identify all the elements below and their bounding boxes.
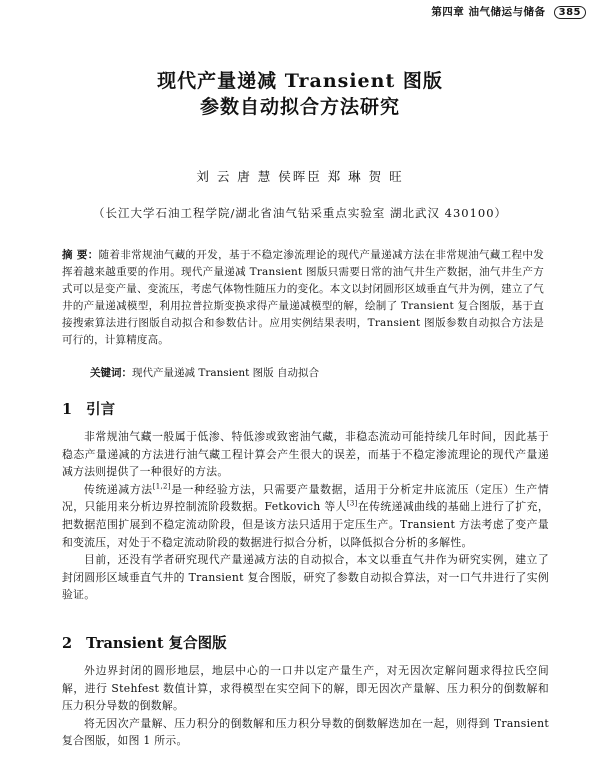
page-number: 385 bbox=[554, 6, 586, 19]
title-line-2: 参数自动拟合方法研究 bbox=[199, 96, 400, 118]
section-2-paragraph-2: 将无因次产量解、压力积分的倒数解和压力积分导数的倒数解迭加在一起，则得到 Transient 复合图版，如图 1 所示。 bbox=[62, 716, 549, 748]
running-header bbox=[431, 4, 586, 19]
section-2-title: Transient 复合图版 bbox=[86, 635, 227, 652]
abstract-label: 摘 要： bbox=[62, 249, 99, 261]
title-line-1: 现代产量递减 Transient 图版 bbox=[157, 70, 443, 92]
keywords-text: 现代产量递减 Transient 图版 自动拟合 bbox=[132, 367, 319, 379]
keywords-label: 关键词： bbox=[90, 367, 132, 379]
section-1-title: 引言 bbox=[86, 401, 116, 418]
keywords bbox=[90, 365, 544, 382]
affiliation: （长江大学石油工程学院/湖北省油气钻采重点实验室 湖北武汉 430100） bbox=[92, 206, 508, 220]
section-2-heading bbox=[62, 632, 227, 653]
section-1-body bbox=[62, 428, 549, 604]
section-2-body bbox=[62, 662, 549, 750]
abstract bbox=[62, 247, 544, 349]
section-1-paragraph-2: 传统递减方法[1,2]是一种经验方法，只需要产量数据，适用于分析定井底流压（定压）生产情况，只能用来分析边界控制流阶段数据。Fetkovich 等人[3]在传统递减曲线的基础上进行了扩充，把数据范围扩展到不稳定流动阶段，但是该方法只适用于定压生产。Transient 方法考虑了变产量和变流压，对处于不稳定流动阶段的数据进行拟合分析，以降低拟合分析的多解性。 bbox=[62, 482, 549, 549]
section-1-heading bbox=[62, 398, 115, 419]
section-1-paragraph-3: 目前，还没有学者研究现代产量递减方法的自动拟合，本文以垂直气井作为研究实例，建立了封闭圆形区域垂直气井的 Transient 复合图版，研究了参数自动拟合算法，对一口气井进行了实例验证。 bbox=[62, 553, 549, 602]
section-1-paragraph-1: 非常规油气藏一般属于低渗、特低渗或致密油气藏，非稳态流动可能持续几年时间，因此基于稳态产量递减的方法进行油气藏工程计算会产生很大的误差，而基于不稳定渗流理论的现代产量递减方法则提供了一种很好的方法。 bbox=[62, 430, 549, 479]
running-header-text: 第四章 油气储运与储备 bbox=[431, 6, 546, 18]
citation-ref: [1,2] bbox=[152, 482, 171, 491]
section-2-paragraph-1: 外边界封闭的圆形地层，地层中心的一口井以定产量生产，对无因次定解问题求得拉氏空间解，进行 Stehfest 数值计算，求得模型在实空间下的解，即无因次产量解、压力积分的倒数解和压力积分导数的倒数解。 bbox=[62, 664, 549, 713]
section-1-number: 1 bbox=[62, 401, 73, 418]
abstract-text: 随着非常规油气藏的开发，基于不稳定渗流理论的现代产量递减方法在非常规油气藏工程中发挥着越来越重要的作用。现代产量递减 Transient 图版只需要日常的油气井生产数据，油气井生产方式可以是变产量、变流压，考虑气体物性随压力的变化。本文以封闭圆形区域垂直气井为例，建立了气井的产量递减模型，利用拉普拉斯变换求得产量递减模型的解，绘制了 Transient 复合图版，基于直接搜索算法进行图版自动拟合和参数估计。应用实例结果表明，Transient 图版参数自动拟合方法是可行的，计算精度高。 bbox=[62, 249, 544, 346]
paper-title bbox=[0, 68, 600, 120]
author-list: 刘 云 唐 慧 侯晖臣 郑 琳 贺 旺 bbox=[196, 169, 404, 184]
section-2-number: 2 bbox=[62, 635, 73, 652]
citation-ref: [3] bbox=[346, 499, 358, 508]
